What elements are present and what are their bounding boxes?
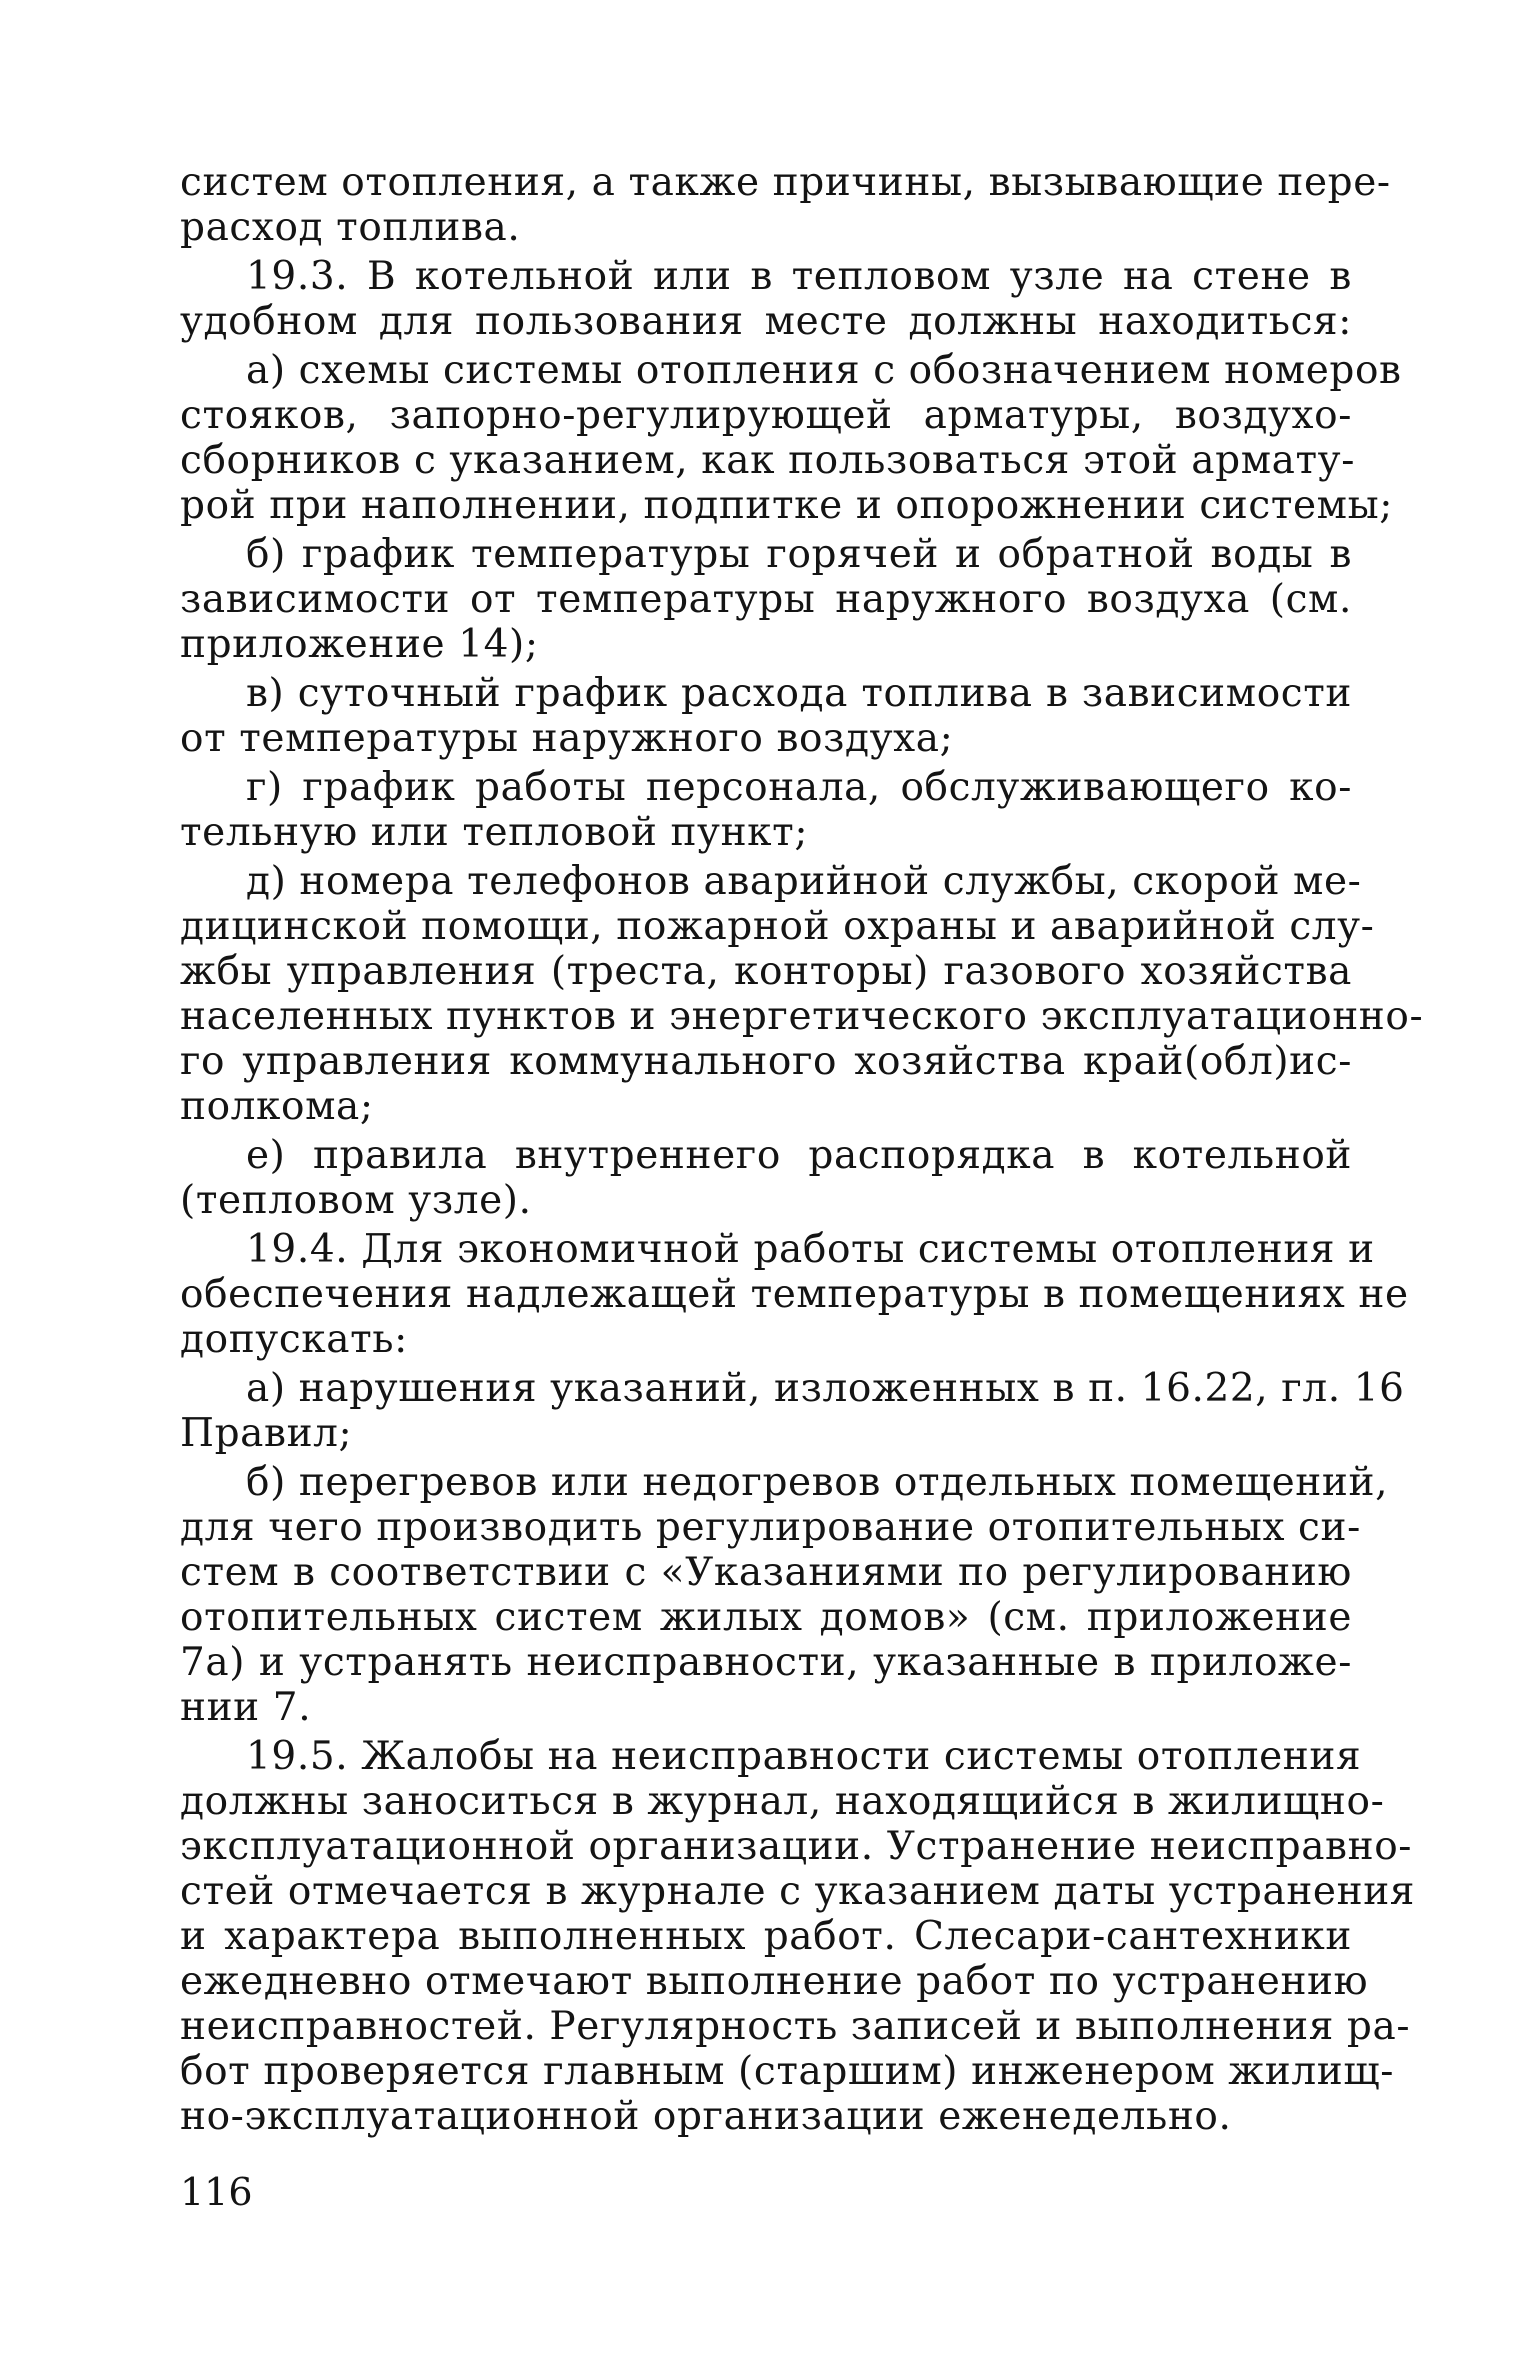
text-line: для чего производить регулирование отопительных си- xyxy=(180,1505,1361,1550)
text-line: обеспечения надлежащей температуры в помещениях не xyxy=(180,1272,1409,1317)
paragraph-19-3-e xyxy=(180,1133,1352,1223)
text-line: 19.3. В котельной или в тепловом узле на стене в xyxy=(246,254,1352,299)
paragraph-19-3-v xyxy=(180,671,1352,761)
text-line: г) график работы персонала, обслуживающего ко- xyxy=(246,765,1352,810)
paragraph-19-4 xyxy=(180,1227,1409,1362)
text-line: бот проверяется главным (старшим) инженером жилищ- xyxy=(180,2049,1394,2094)
text-line: Правил; xyxy=(180,1411,353,1456)
text-line: жбы управления (треста, конторы) газового хозяйства xyxy=(180,949,1352,994)
text-line: го управления коммунального хозяйства край(обл)ис- xyxy=(180,1039,1352,1084)
text-line: но-эксплуатационной организации еженедельно. xyxy=(180,2094,1232,2139)
paragraph-19-3-d xyxy=(180,859,1424,1129)
text-line: населенных пунктов и энергетического эксплуатационно- xyxy=(180,994,1424,1039)
page-body xyxy=(180,160,1424,2143)
text-line: нии 7. xyxy=(180,1685,312,1730)
text-line: е) правила внутреннего распорядка в котельной xyxy=(246,1133,1352,1178)
text-line: д) номера телефонов аварийной службы, скорой ме- xyxy=(246,859,1362,904)
text-line: дицинской помощи, пожарной охраны и аварийной слу- xyxy=(180,904,1375,949)
text-line: б) перегревов или недогревов отдельных помещений, xyxy=(246,1460,1389,1505)
paragraph-19-3-b xyxy=(180,532,1352,667)
text-line: приложение 14); xyxy=(180,622,539,667)
text-line: а) схемы системы отопления с обозначением номеров xyxy=(246,348,1402,393)
text-line: а) нарушения указаний, изложенных в п. 16.22, гл. 16 xyxy=(246,1366,1405,1411)
paragraph-19-3-a xyxy=(180,348,1402,528)
text-line: систем отопления, а также причины, вызывающие пере- xyxy=(180,160,1391,205)
paragraph-19-4-a xyxy=(180,1366,1405,1456)
text-line: от температуры наружного воздуха; xyxy=(180,716,954,761)
text-line: и характера выполненных работ. Слесари-сантехники xyxy=(180,1914,1352,1959)
text-line: 7а) и устранять неисправности, указанные в приложе- xyxy=(180,1640,1352,1685)
text-line: рой при наполнении, подпитке и опорожнении системы; xyxy=(180,483,1393,528)
text-line: неисправностей. Регулярность записей и выполнения ра- xyxy=(180,2004,1411,2049)
text-line: удобном для пользования месте должны находиться: xyxy=(180,299,1352,344)
text-line: должны заноситься в журнал, находящийся в жилищно- xyxy=(180,1779,1385,1824)
text-line: (тепловом узле). xyxy=(180,1178,532,1223)
paragraph-19-3-g xyxy=(180,765,1352,855)
text-line: сборников с указанием, как пользоваться этой армату- xyxy=(180,438,1355,483)
text-line: стем в соответствии с «Указаниями по регулированию xyxy=(180,1550,1352,1595)
text-line: 19.5. Жалобы на неисправности системы отопления xyxy=(246,1734,1362,1779)
paragraph-19-4-b xyxy=(180,1460,1389,1730)
text-line: допускать: xyxy=(180,1317,408,1362)
text-line: зависимости от температуры наружного воздуха (см. xyxy=(180,577,1352,622)
paragraph-continuation xyxy=(180,160,1391,250)
text-line: полкома; xyxy=(180,1084,374,1129)
text-line: б) график температуры горячей и обратной воды в xyxy=(246,532,1352,577)
text-line: стей отмечается в журнале с указанием даты устранения xyxy=(180,1869,1415,1914)
text-line: отопительных систем жилых домов» (см. приложение xyxy=(180,1595,1352,1640)
text-line: расход топлива. xyxy=(180,205,521,250)
page-number: 116 xyxy=(180,2170,253,2214)
text-line: ежедневно отмечают выполнение работ по устранению xyxy=(180,1959,1369,2004)
text-line: в) суточный график расхода топлива в зависимости xyxy=(246,671,1352,716)
text-line: стояков, запорно-регулирующей арматуры, воздухо- xyxy=(180,393,1352,438)
text-line: эксплуатационной организации. Устранение неисправно- xyxy=(180,1824,1413,1869)
text-line: тельную или тепловой пункт; xyxy=(180,810,809,855)
paragraph-19-5 xyxy=(180,1734,1415,2139)
paragraph-19-3 xyxy=(180,254,1352,344)
text-line: 19.4. Для экономичной работы системы отопления и xyxy=(246,1227,1375,1272)
